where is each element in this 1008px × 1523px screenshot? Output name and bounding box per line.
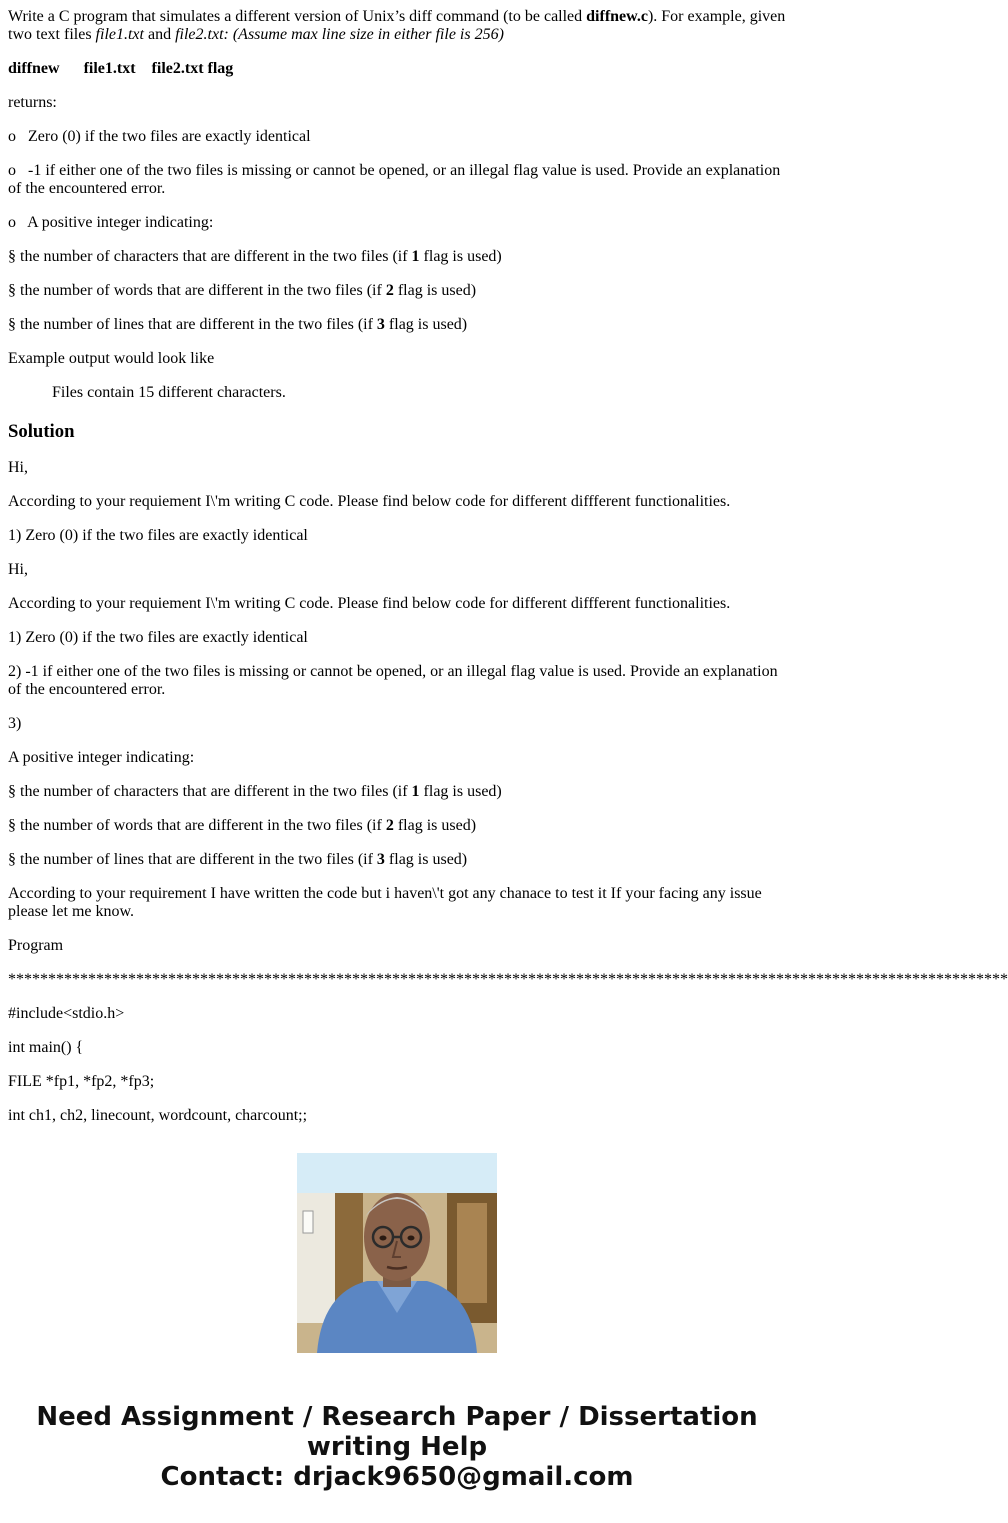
sub-item-characters: § the number of characters that are different in the two files (if 1 flag is used) xyxy=(8,783,502,800)
return-item-minus-one: o -1 if either one of the two files is missing or cannot be opened, or an illegal flag value is used. Provide an explanation of the encountered error. xyxy=(8,162,781,197)
document-body xyxy=(8,0,1008,1141)
code-line: #include<stdio.h> xyxy=(8,1005,125,1022)
example-output: Files contain 15 different characters. xyxy=(52,384,286,401)
contact-banner xyxy=(0,1402,794,1492)
author-photo xyxy=(297,1153,497,1353)
banner-contact: Contact: drjack9650@gmail.com xyxy=(160,1462,634,1492)
code-line: int ch1, ch2, linecount, wordcount, charcount;; xyxy=(8,1107,308,1124)
returns-label: returns: xyxy=(8,94,57,111)
code-line: int main() { xyxy=(8,1039,84,1056)
greeting: Hi, xyxy=(8,561,28,578)
return-item-positive: o A positive integer indicating: xyxy=(8,214,214,231)
greeting: Hi, xyxy=(8,459,28,476)
sub-item-lines: § the number of lines that are different in the two files (if 3 flag is used) xyxy=(8,316,468,333)
sub-item-characters: § the number of characters that are different in the two files (if 1 flag is used) xyxy=(8,248,502,265)
code-line: FILE *fp1, *fp2, *fp3; xyxy=(8,1073,155,1090)
program-label: Program xyxy=(8,937,64,954)
positive-label: A positive integer indicating: xyxy=(8,749,195,766)
closing-note: According to your requirement I have written the code but i haven\'t got any chanace to test it If your facing any issue please let me know. xyxy=(8,885,762,920)
sub-item-words: § the number of words that are different in the two files (if 2 flag is used) xyxy=(8,282,477,299)
solution-item-3: 3) xyxy=(8,715,22,732)
separator-line: ***************************************************************************************************************************** xyxy=(8,971,1008,988)
usage-line: diffnew file1.txt file2.txt flag xyxy=(8,60,234,77)
solution-item-1: 1) Zero (0) if the two files are exactly identical xyxy=(8,629,308,646)
banner-line-1: Need Assignment / Research Paper / Dissertation xyxy=(36,1402,758,1432)
question-intro: Write a C program that simulates a different version of Unix’s diff command (to be called diffnew.c). For example, given two text files file1.txt and file2.txt: (Assume max line size in either file is 256) xyxy=(8,8,786,43)
sub-item-words: § the number of words that are different in the two files (if 2 flag is used) xyxy=(8,817,477,834)
solution-item-1: 1) Zero (0) if the two files are exactly identical xyxy=(8,527,308,544)
solution-intro: According to your requiement I\'m writing C code. Please find below code for different diffferent functionalities. xyxy=(8,493,731,510)
return-item-zero: o Zero (0) if the two files are exactly identical xyxy=(8,128,311,145)
author-portrait-image xyxy=(297,1153,497,1353)
example-label: Example output would look like xyxy=(8,350,215,367)
sub-item-lines: § the number of lines that are different in the two files (if 3 flag is used) xyxy=(8,851,468,868)
solution-intro: According to your requiement I\'m writing C code. Please find below code for different diffferent functionalities. xyxy=(8,595,731,612)
solution-heading: Solution xyxy=(8,421,75,442)
solution-item-2: 2) -1 if either one of the two files is missing or cannot be opened, or an illegal flag value is used. Provide an explanation of the encountered error. xyxy=(8,663,778,698)
banner-line-2: writing Help xyxy=(306,1432,488,1462)
